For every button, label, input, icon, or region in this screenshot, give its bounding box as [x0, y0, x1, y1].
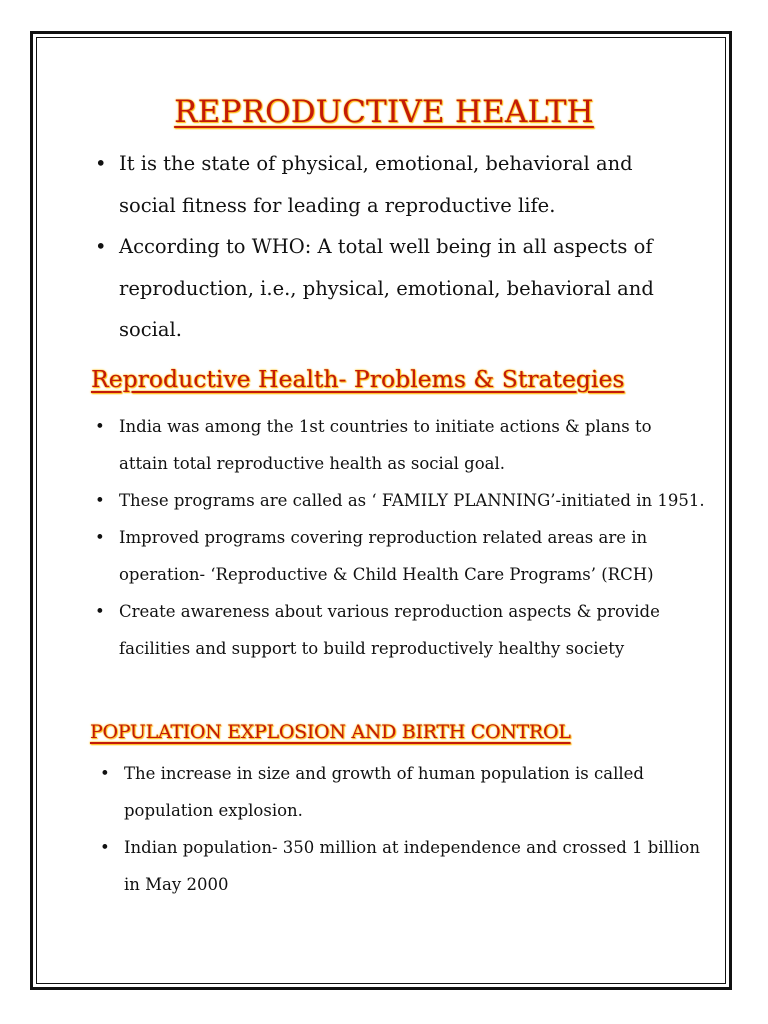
list-item-text: It is the state of physical, emotional, behavioral and social fitness for leading a reproductive life. — [119, 152, 633, 217]
heading-population-explosion: POPULATION EXPLOSION AND BIRTH CONTROL — [90, 721, 571, 743]
population-explosion-list — [100, 755, 700, 903]
list-item-text: India was among the 1st countries to initiate actions & plans to attain total reproductive health as social goal. — [119, 417, 652, 473]
list-item — [95, 143, 695, 226]
list-item-text: Create awareness about various reproduction aspects & provide facilities and support to build reproductively healthy society — [119, 602, 660, 658]
list-item-text: The increase in size and growth of human population is called population explosion. — [124, 764, 644, 820]
bullet-icon: • — [95, 602, 105, 621]
heading-problems-strategies: Reproductive Health- Problems & Strategies — [91, 365, 625, 393]
title-reproductive-health: REPRODUCTIVE HEALTH — [174, 94, 594, 130]
list-item-text: Improved programs covering reproduction related areas are in operation- ‘Reproductive & Child Health Care Programs’ (RCH) — [119, 528, 654, 584]
list-item — [95, 226, 695, 351]
list-item-text: These programs are called as ‘ FAMILY PLANNING’-initiated in 1951. — [119, 491, 705, 510]
bullet-icon: • — [95, 235, 107, 258]
bullet-icon: • — [95, 417, 105, 436]
list-item — [95, 408, 705, 482]
bullet-icon: • — [95, 152, 107, 175]
list-item — [95, 593, 705, 667]
list-item-text: According to WHO: A total well being in all aspects of reproduction, i.e., physical, emotional, behavioral and social. — [119, 235, 654, 341]
list-item — [95, 519, 705, 593]
bullet-icon: • — [100, 764, 110, 783]
list-item — [100, 755, 700, 829]
problems-strategies-list — [95, 408, 705, 667]
reproductive-health-list — [95, 143, 695, 351]
bullet-icon: • — [100, 838, 110, 857]
list-item-text: Indian population- 350 million at independence and crossed 1 billion in May 2000 — [124, 838, 700, 894]
bullet-icon: • — [95, 491, 105, 510]
list-item — [100, 829, 700, 903]
bullet-icon: • — [95, 528, 105, 547]
list-item — [95, 482, 705, 519]
